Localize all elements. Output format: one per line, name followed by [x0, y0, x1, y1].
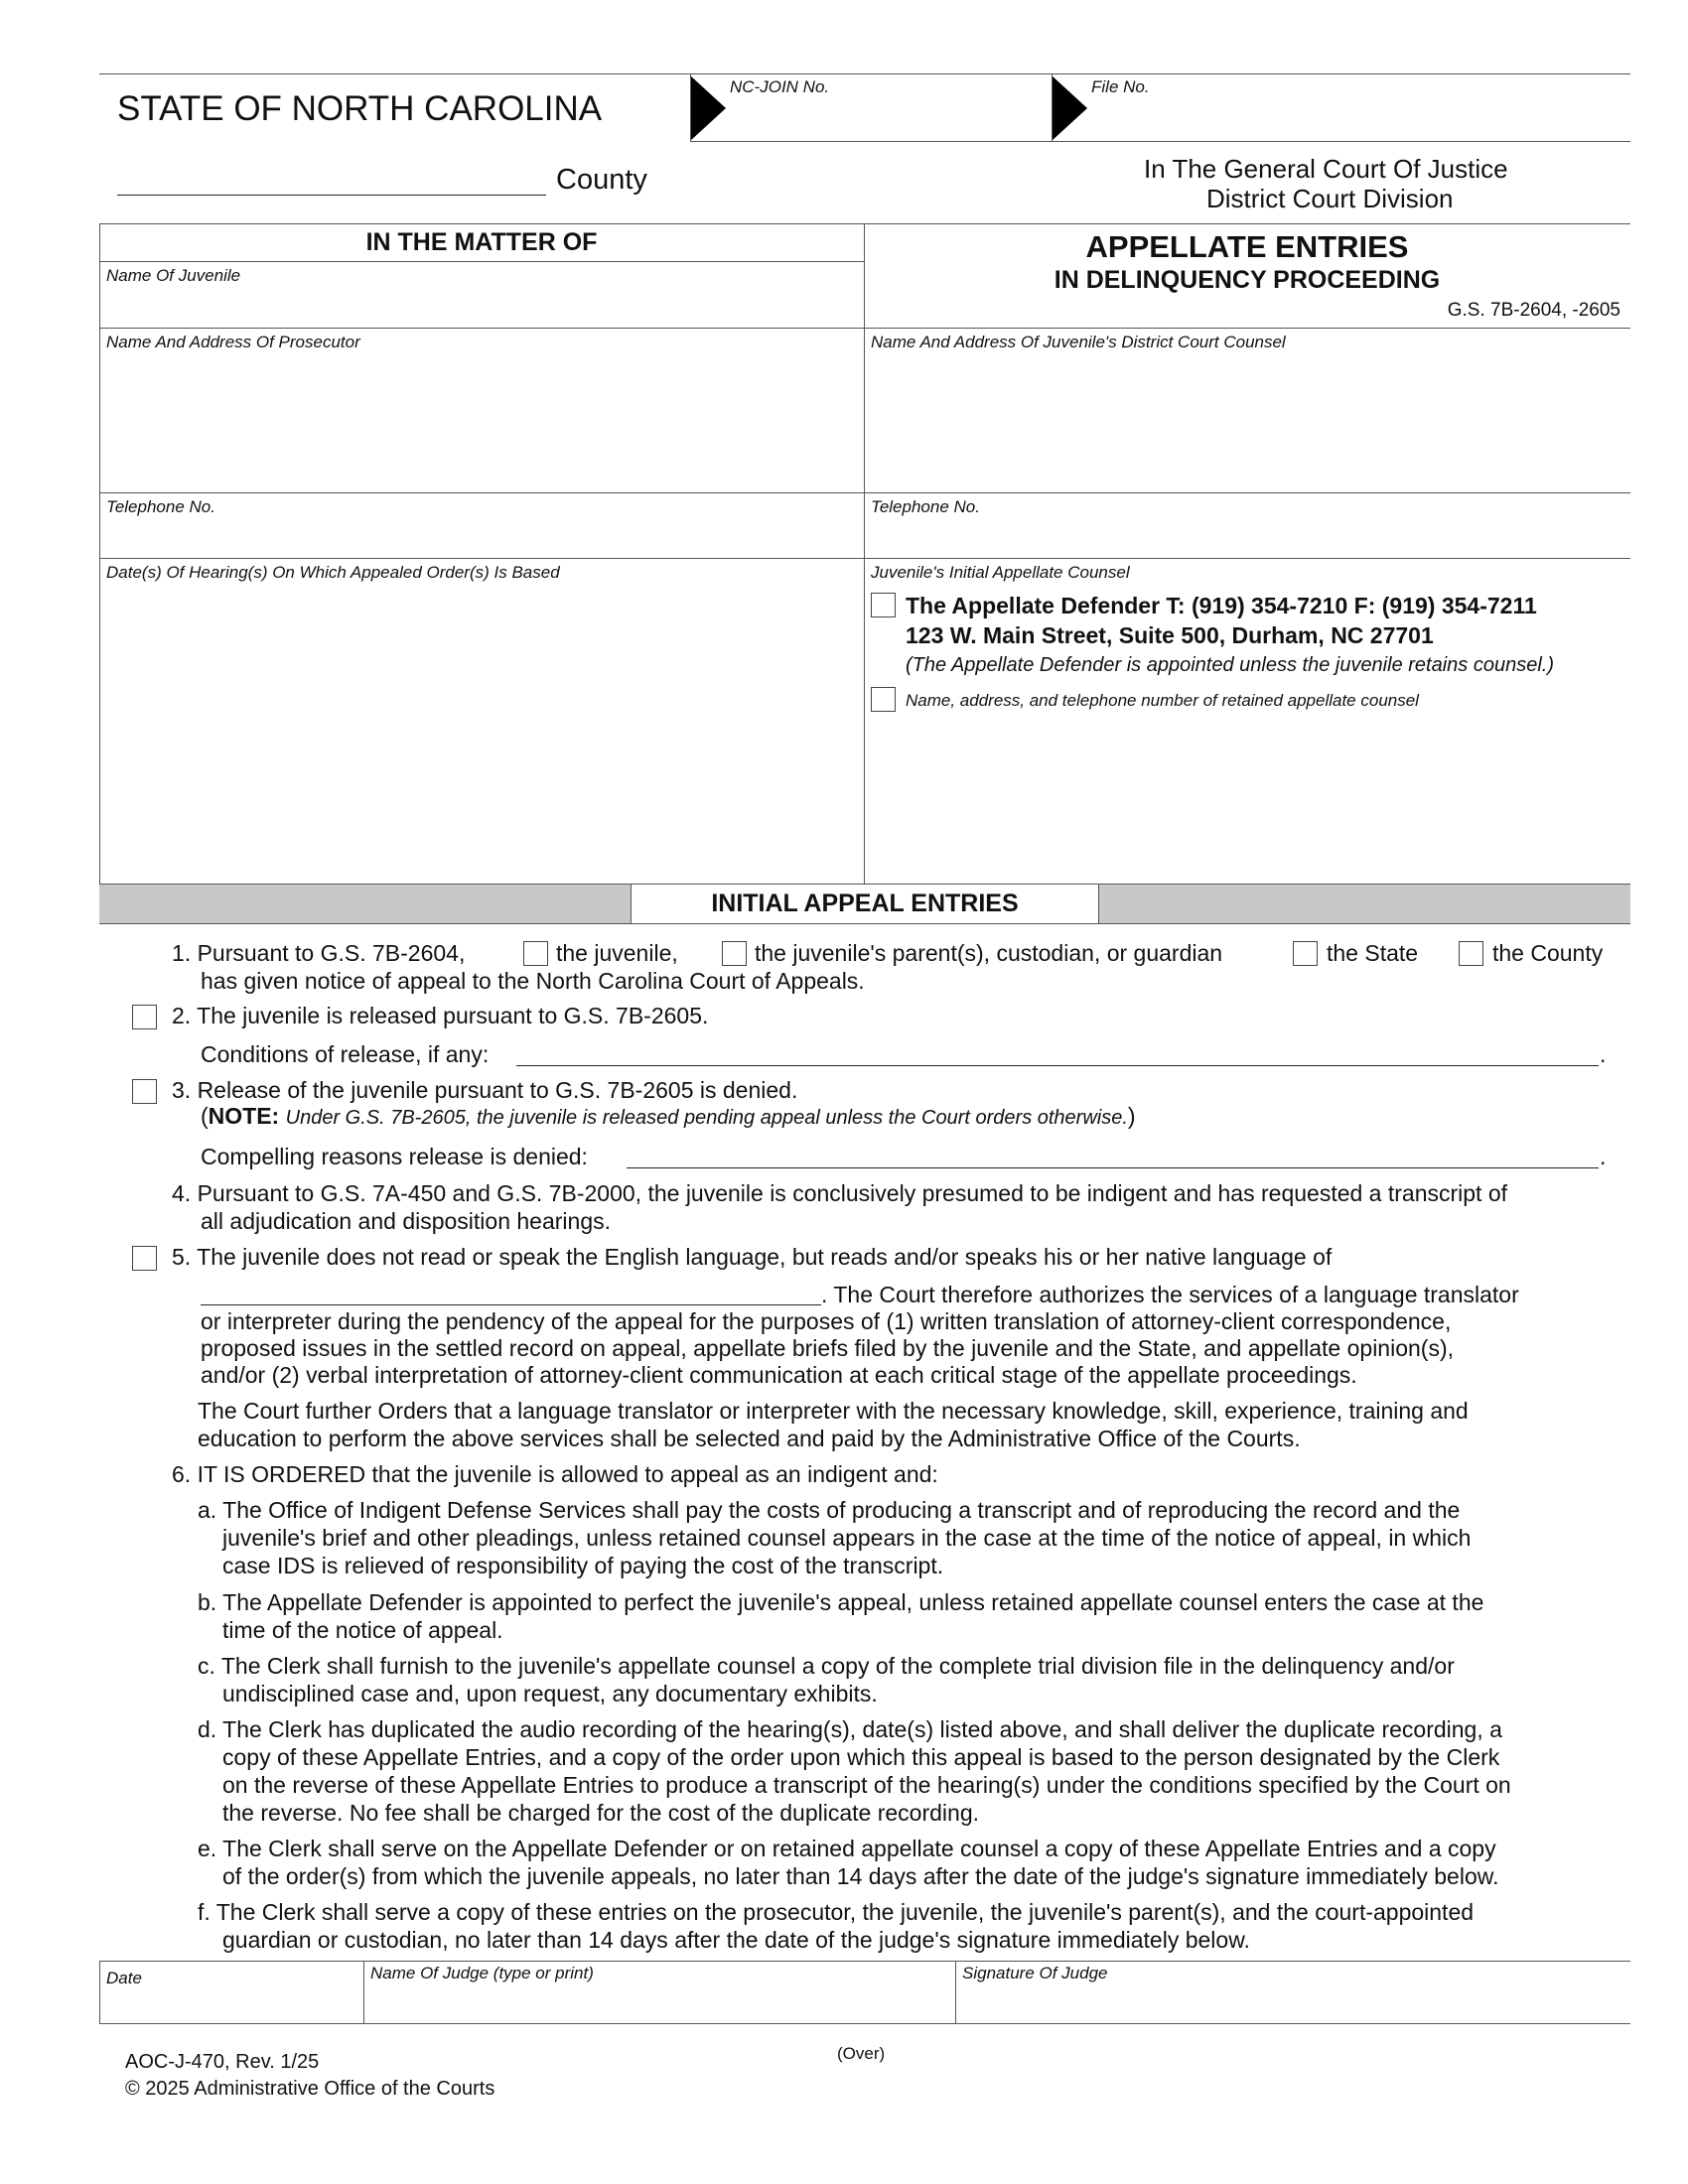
item-6a-line-2: juvenile's brief and other pleadings, unless retained counsel appears in the case at the time of the notice of appeal, in which [222, 1525, 1472, 1551]
appellant-county-checkbox[interactable] [1459, 941, 1483, 966]
nc-join-arrow-icon [690, 75, 726, 141]
copyright: © 2025 Administrative Office of the Courts [125, 2078, 495, 2100]
item-5-text-f: The Court further Orders that a language translator or interpreter with the necessary knowledge, skill, experience, training and [198, 1398, 1469, 1424]
top-border [99, 73, 1630, 74]
item-3-note-text: Under G.S. 7B-2605, the juvenile is released pending appeal unless the Court orders otherwise. [285, 1107, 1128, 1129]
judge-signature-field[interactable] [962, 1985, 1625, 2019]
retained-counsel-field[interactable] [906, 715, 1620, 874]
item-5-text-b: . The Court therefore authorizes the services of a language translator [821, 1282, 1519, 1307]
item-6d-line-4: the reverse. No fee shall be charged for the cost of the duplicate recording. [222, 1800, 979, 1826]
counsel-telephone-field[interactable] [871, 520, 1620, 552]
appellant-parent-checkbox[interactable] [722, 941, 747, 966]
form-title-line-2: IN DELINQUENCY PROCEEDING [1054, 266, 1441, 294]
item-1-text-cont: has given notice of appeal to the North Carolina Court of Appeals. [201, 968, 865, 994]
form-title-line-1: APPELLATE ENTRIES [1085, 229, 1409, 264]
county-label: County [556, 164, 647, 196]
row-divider-2 [99, 492, 1630, 493]
judge-signature-label: Signature Of Judge [962, 1964, 1108, 1982]
native-language-field[interactable] [201, 1278, 821, 1303]
signature-left-border [99, 1961, 100, 2023]
signature-top-border [99, 1961, 1630, 1962]
initial-counsel-label: Juvenile's Initial Appellate Counsel [871, 563, 1130, 582]
in-the-matter-of-title: IN THE MATTER OF [365, 228, 598, 256]
item-5-text-e: and/or (2) verbal interpretation of attorney-client communication at each critical stage of the appellate proceedings. [201, 1362, 1357, 1388]
date-field[interactable] [106, 1989, 356, 2019]
item-5-text-g: education to perform the above services shall be selected and paid by the Administrative Office of the Courts. [198, 1426, 1301, 1451]
item-6-text: 6. IT IS ORDERED that the juvenile is allowed to appeal as an indigent and: [172, 1461, 938, 1487]
item-2-checkbox[interactable] [132, 1005, 157, 1029]
state-title: STATE OF NORTH CAROLINA [117, 89, 603, 128]
hearing-dates-field[interactable] [106, 586, 856, 874]
appellant-county-label: the County [1492, 940, 1604, 966]
date-label: Date [106, 1969, 142, 1987]
compelling-period: . [1600, 1144, 1607, 1169]
compelling-reasons-label: Compelling reasons release is denied: [201, 1144, 588, 1169]
form-number: AOC-J-470, Rev. 1/25 [125, 2051, 320, 2073]
item-3-note-label: NOTE: [208, 1103, 280, 1129]
item-1-text: 1. Pursuant to G.S. 7B-2604, [172, 940, 466, 966]
file-no-field[interactable] [1091, 99, 1627, 139]
signature-divider-1 [363, 1961, 364, 2023]
item-6b-line-2: time of the notice of appeal. [222, 1617, 503, 1643]
item-6d-line-1: d. The Clerk has duplicated the audio recording of the hearing(s), date(s) listed above, and shall deliver the duplicate recording, a [198, 1716, 1502, 1742]
appellate-defender-note: (The Appellate Defender is appointed unless the juvenile retains counsel.) [906, 654, 1554, 676]
conditions-of-release-underline [516, 1065, 1599, 1066]
statute-reference: G.S. 7B-2604, -2605 [1447, 300, 1620, 321]
item-4-text-cont: all adjudication and disposition hearings. [201, 1208, 612, 1234]
item-3-text: 3. Release of the juvenile pursuant to G.S. 7B-2605 is denied. [172, 1077, 798, 1103]
appellant-juvenile-checkbox[interactable] [523, 941, 548, 966]
row-divider-1 [99, 328, 1630, 329]
section-title: INITIAL APPEAL ENTRIES [711, 889, 1019, 917]
signature-bottom-border [99, 2023, 1630, 2024]
nc-join-field[interactable] [730, 99, 1046, 139]
item-4-text: 4. Pursuant to G.S. 7A-450 and G.S. 7B-2000, the juvenile is conclusively presumed to be indigent and has requested a transcript of [172, 1180, 1508, 1206]
retained-counsel-checkbox[interactable] [871, 687, 896, 712]
item-6f-line-1: f. The Clerk shall serve a copy of these entries on the prosecutor, the juvenile, the juvenile's parent(s), and the court-appointed [198, 1899, 1475, 1925]
juvenile-name-label: Name Of Juvenile [106, 266, 241, 285]
matter-title-divider [99, 261, 864, 262]
item-6c-line-1: c. The Clerk shall furnish to the juvenile's appellate counsel a copy of the complete trial division file in the delinquency and/or [198, 1653, 1455, 1679]
district-counsel-label: Name And Address Of Juvenile's District Court Counsel [871, 333, 1286, 351]
file-no-left-border [1052, 73, 1053, 141]
header-box-bottom [690, 141, 1630, 142]
county-field[interactable] [117, 159, 546, 193]
table-top-border [99, 223, 1630, 224]
item-6f-line-2: guardian or custodian, no later than 14 days after the date of the judge's signature immediately below. [222, 1927, 1250, 1953]
item-3-checkbox[interactable] [132, 1079, 157, 1104]
item-5-text-c: or interpreter during the pendency of the appeal for the purposes of (1) written translation of attorney-client correspondence, [201, 1308, 1452, 1334]
appellant-state-checkbox[interactable] [1293, 941, 1318, 966]
prosecutor-telephone-label: Telephone No. [106, 497, 215, 516]
item-5-text-d: proposed issues in the settled record on appeal, appellate briefs filed by the juvenile and the State, and appellate opinion(s), [201, 1335, 1455, 1361]
item-5-checkbox[interactable] [132, 1246, 157, 1271]
row-divider-3 [99, 558, 1630, 559]
conditions-of-release-label: Conditions of release, if any: [201, 1041, 490, 1067]
table-mid-border [864, 223, 865, 884]
juvenile-name-field[interactable] [106, 288, 856, 326]
hearing-dates-label: Date(s) Of Hearing(s) On Which Appealed Order(s) Is Based [106, 563, 560, 582]
item-6a-line-3: case IDS is relieved of responsibility of paying the cost of the transcript. [222, 1553, 944, 1578]
compelling-reasons-underline [627, 1167, 1599, 1168]
native-language-underline [201, 1304, 821, 1305]
district-counsel-field[interactable] [871, 355, 1620, 484]
item-6c-line-2: undisciplined case and, upon request, any documentary exhibits. [222, 1681, 878, 1706]
appellate-defender-address: 123 W. Main Street, Suite 500, Durham, NC 27701 [906, 622, 1434, 648]
item-6d-line-3: on the reverse of these Appellate Entries to produce a transcript of the hearing(s) under the conditions specified by the Court on [222, 1772, 1511, 1798]
over-note: (Over) [837, 2044, 886, 2063]
appellate-defender-checkbox[interactable] [871, 593, 896, 617]
retained-counsel-label: Name, address, and telephone number of retained appellate counsel [906, 691, 1419, 710]
item-6d-line-2: copy of these Appellate Entries, and a copy of the order upon which this appeal is based to the person designated by the Clerk [222, 1744, 1500, 1770]
appellate-defender-line-1: The Appellate Defender T: (919) 354-7210 F: (919) 354-7211 [906, 593, 1537, 618]
item-2-text: 2. The juvenile is released pursuant to G.S. 7B-2605. [172, 1003, 709, 1028]
file-no-label: File No. [1091, 77, 1150, 96]
file-no-arrow-icon [1052, 75, 1087, 141]
item-6b-line-1: b. The Appellate Defender is appointed to perfect the juvenile's appeal, unless retained appellate counsel enters the case at the [198, 1589, 1484, 1615]
counsel-telephone-label: Telephone No. [871, 497, 980, 516]
table-left-border [99, 223, 100, 884]
judge-name-field[interactable] [370, 1985, 948, 2019]
prosecutor-field[interactable] [106, 355, 856, 484]
conditions-of-release-field[interactable] [516, 1038, 1599, 1064]
item-5-text: 5. The juvenile does not read or speak the English language, but reads and/or speaks his or her native language of [172, 1244, 1333, 1270]
court-line-1: In The General Court Of Justice [1144, 154, 1508, 184]
prosecutor-label: Name And Address Of Prosecutor [106, 333, 360, 351]
appellant-juvenile-label: the juvenile, [556, 940, 678, 966]
nc-join-label: NC-JOIN No. [730, 77, 830, 96]
prosecutor-telephone-field[interactable] [106, 520, 856, 552]
county-underline [117, 195, 546, 196]
court-line-2: District Court Division [1206, 184, 1454, 213]
item-6a-line-1: a. The Office of Indigent Defense Services shall pay the costs of producing a transcript and of reproducing the record and the [198, 1497, 1461, 1523]
conditions-period: . [1600, 1041, 1607, 1067]
item-6e-line-2: of the order(s) from which the juvenile appeals, no later than 14 days after the date of the judge's signature immediately below. [222, 1863, 1499, 1889]
signature-divider-2 [955, 1961, 956, 2023]
item-6e-line-1: e. The Clerk shall serve on the Appellate Defender or on retained appellate counsel a copy of these Appellate Entries and a copy [198, 1836, 1496, 1861]
appellant-parent-label: the juvenile's parent(s), custodian, or guardian [755, 940, 1223, 966]
item-3-note: (NOTE: Under G.S. 7B-2605, the juvenile is released pending appeal unless the Court orders otherwise.) [201, 1103, 1136, 1129]
appellant-state-label: the State [1327, 940, 1419, 966]
compelling-reasons-field[interactable] [627, 1141, 1599, 1166]
nc-join-left-border [690, 73, 691, 141]
judge-name-label: Name Of Judge (type or print) [370, 1964, 594, 1982]
